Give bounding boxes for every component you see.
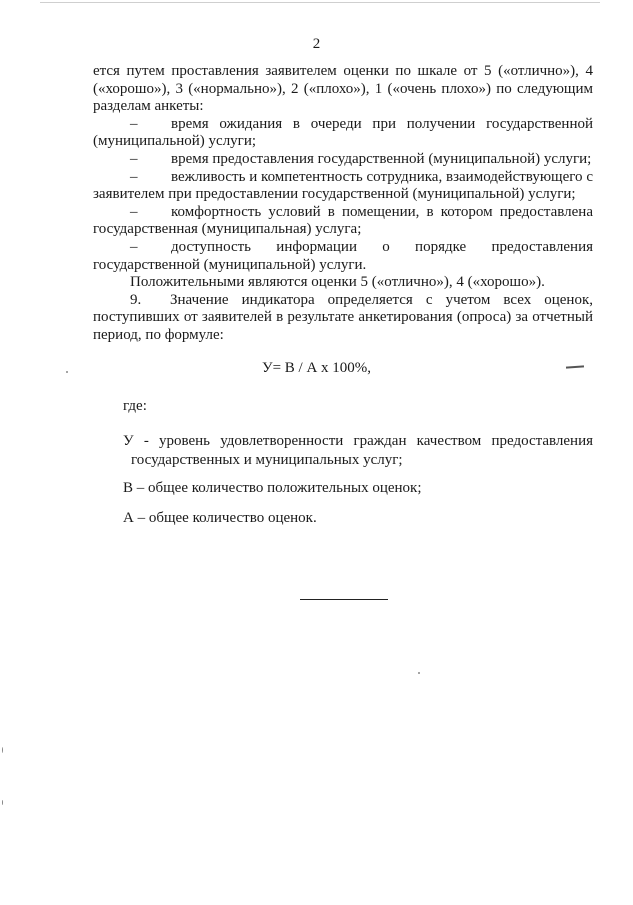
item-number: 9. <box>130 291 142 308</box>
scan-speck <box>2 800 3 805</box>
top-edge-line <box>40 2 600 3</box>
dash-marker: – <box>130 238 138 255</box>
bullet-item-waiting-time <box>93 116 593 151</box>
definition-u: У - уровень удовлетворенности граждан качеством предоставления государственных и муниципальных услуг; <box>123 433 593 468</box>
dash-marker: – <box>130 168 138 185</box>
paragraph-intro: ется путем проставления заявителем оценки по шкале от 5 («отлично»), 4 («хорошо»), 3 («нормально»), 2 («плохо»), 1 («очень плохо») по следующим разделам анкеты: <box>93 63 593 115</box>
dash-marker: – <box>130 150 138 167</box>
dash-marker: – <box>130 203 138 220</box>
paragraph-positive-scores: Положительными являются оценки 5 («отлично»), 4 («хорошо»). <box>130 274 545 291</box>
scan-speck <box>418 672 420 674</box>
bullet-item-service-time <box>93 151 593 169</box>
bullet-text: время предоставления государственной (муниципальной) услуги; <box>171 150 592 167</box>
closing-separator-line <box>300 599 388 600</box>
scan-speck <box>66 371 68 373</box>
bullet-item-comfort <box>93 204 593 239</box>
scan-speck <box>2 747 3 753</box>
bullet-item-politeness <box>93 169 593 204</box>
bullet-text: доступность информации о порядке предоставления государственной (муниципальной) услуги. <box>93 238 593 273</box>
paragraph-indicator-text: Значение индикатора определяется с учетом всех оценок, поступивших от заявителей в результате анкетирования (опроса) за отчетный период, по формуле: <box>93 291 593 343</box>
page-number: 2 <box>312 36 321 52</box>
main-text <box>93 63 593 345</box>
bullet-text: вежливость и компетентность сотрудника, взаимодействующего с заявителем при предоставлении государственной (муниципальной) услуги; <box>93 168 593 203</box>
definition-a: А – общее количество оценок. <box>123 510 317 526</box>
bullet-item-information <box>93 239 593 274</box>
bullet-text: комфортность условий в помещении, в котором предоставлена государственная (муниципальная) услуга; <box>93 203 593 238</box>
bullet-text: время ожидания в очереди при получении государственной (муниципальной) услуги; <box>93 115 593 150</box>
definition-b: В – общее количество положительных оценок; <box>123 480 422 496</box>
paragraph-indicator <box>93 292 593 345</box>
where-label: где: <box>123 398 147 414</box>
dash-marker: – <box>130 115 138 132</box>
formula: У= В / А х 100%, <box>261 360 372 376</box>
